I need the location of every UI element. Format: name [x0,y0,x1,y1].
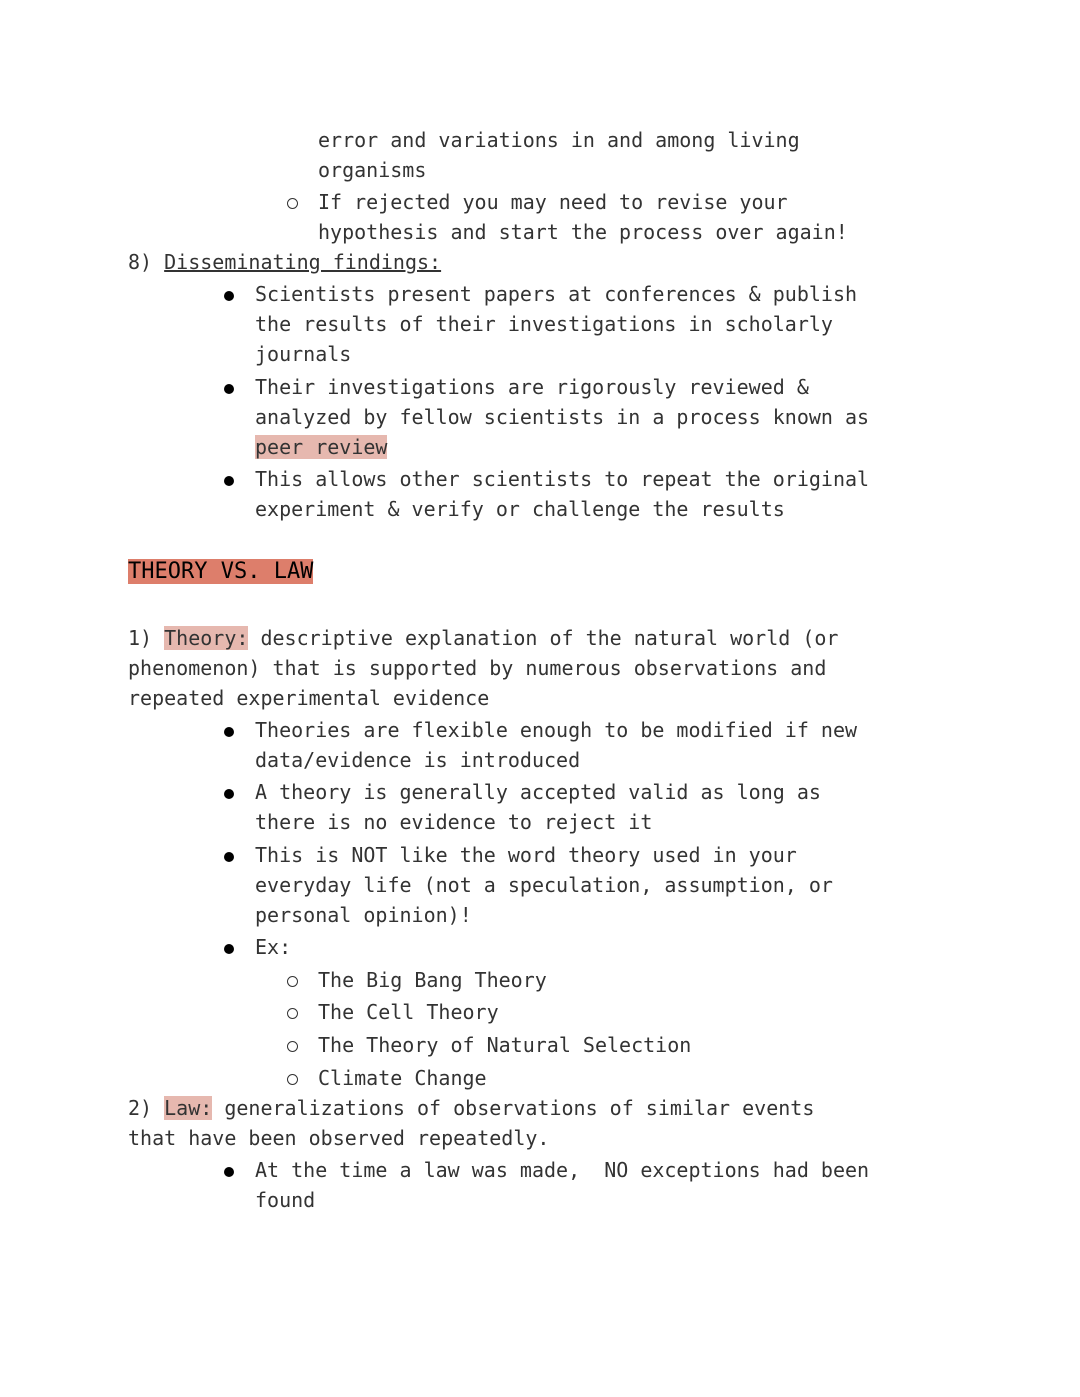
rejected-line-2: hypothesis and start the process over again! [318,220,848,244]
peer-review-highlight: peer review [255,435,388,459]
theory-b2-line2: there is no evidence to reject it [255,810,653,834]
s8-b1-line2: the results of their investigations in scholarly [255,312,833,336]
bullet-icon [224,464,234,494]
law-b1-line2: found [255,1188,316,1212]
theory-number: 1) [128,626,153,650]
bullet-icon [224,372,234,402]
example-item: The Big Bang Theory [318,968,547,992]
theory-vs-law-heading [128,556,313,588]
theory-b1-line2: data/evidence is introduced [255,748,581,772]
section-8-number: 8) [128,250,153,274]
theory-b2-line1: A theory is generally accepted valid as long as [255,780,821,804]
theory-b3-line3: personal opinion)! [255,903,472,927]
rejected-line-1: If rejected you may need to revise your [318,190,788,214]
s8-b1-line3: journals [255,342,352,366]
s8-b2-line1: Their investigations are rigorously reviewed & [255,375,809,399]
example-item: The Cell Theory [318,1000,499,1024]
theory-vs-law-title: THEORY VS. LAW [128,559,314,584]
law-number: 2) [128,1096,153,1120]
bullet-icon [224,715,234,745]
theory-def-line1 [128,623,838,653]
hollow-bullet-icon [287,997,298,1027]
section-8-title: Disseminating findings: [164,250,442,274]
bullet-icon [224,279,234,309]
s8-b3-line1: This allows other scientists to repeat the original [255,467,870,491]
bullet-icon [224,932,234,962]
hollow-bullet-icon [287,187,298,217]
law-b1-line1: At the time a law was made, NO exceptions had been [255,1158,870,1182]
theory-def-line3: repeated experimental evidence [128,686,490,710]
theory-def-line2: phenomenon) that is supported by numerous observations and [128,656,827,680]
theory-ex-label: Ex: [255,935,292,959]
theory-b3-line2: everyday life (not a speculation, assumption, or [255,873,833,897]
law-def-text: generalizations of observations of similar events [212,1096,815,1120]
hollow-bullet-icon [287,1063,298,1093]
s8-b3-line2: experiment & verify or challenge the results [255,497,785,521]
continuation-line-2: organisms [318,158,427,182]
hollow-bullet-icon [287,1030,298,1060]
s8-b2-line2: analyzed by fellow scientists in a process known as [255,405,870,429]
example-item: The Theory of Natural Selection [318,1033,692,1057]
theory-def-text: descriptive explanation of the natural world (or [248,626,839,650]
bullet-icon [224,777,234,807]
law-def-line2: that have been observed repeatedly. [128,1126,550,1150]
example-item: Climate Change [318,1066,487,1090]
continuation-line-1: error and variations in and among living [318,128,800,152]
s8-b1-line1: Scientists present papers at conferences & publish [255,282,858,306]
s8-b2-line3 [255,432,387,462]
bullet-icon [224,840,234,870]
theory-b3-line1: This is NOT like the word theory used in your [255,843,797,867]
hollow-bullet-icon [287,965,298,995]
theory-term: Theory: [164,626,249,650]
law-term: Law: [164,1096,213,1120]
theory-b1-line1: Theories are flexible enough to be modified if new [255,718,858,742]
law-def-line1 [128,1093,814,1123]
section-8-heading [128,247,441,277]
bullet-icon [224,1155,234,1185]
